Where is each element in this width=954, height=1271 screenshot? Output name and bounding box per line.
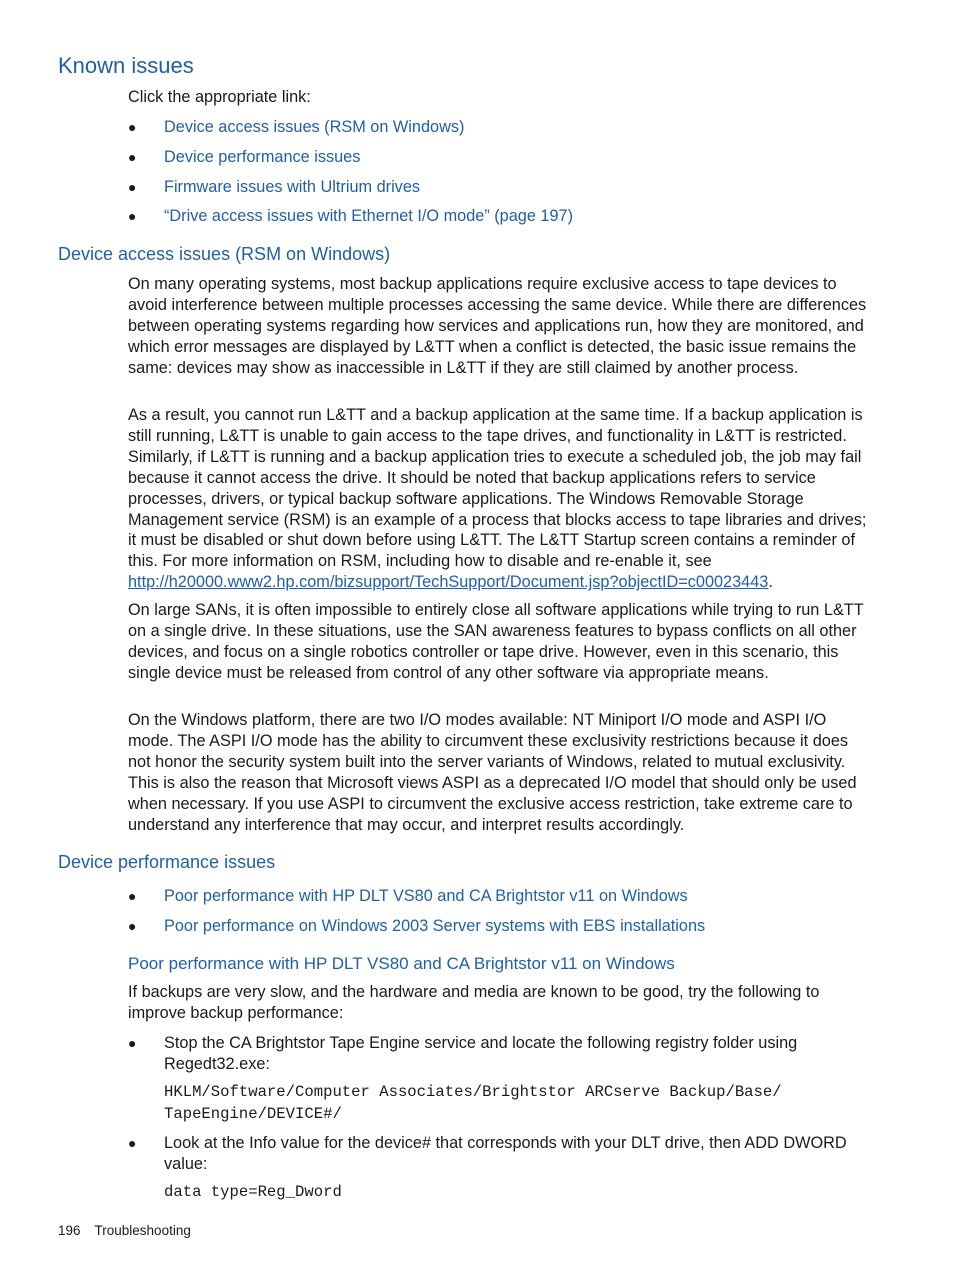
step-text: Look at the Info value for the device# that corresponds with your DLT drive, then ADD DWORD value: [164,1134,847,1173]
registry-path-code: HKLM/Software/Computer Associates/Brightstor ARCserve Backup/Base/ TapeEngine/DEVICE#/ [164,1083,782,1123]
list-item [128,177,873,207]
list-item [128,886,873,916]
performance-link-list [128,886,873,946]
list-item [128,1133,873,1175]
section-heading-device-performance: Device performance issues [58,852,276,872]
bullet-icon: ● [128,119,137,135]
link-drive-access-ethernet[interactable]: “Drive access issues with Ethernet I/O mode” (page 197) [164,207,574,226]
top-link-list [128,117,873,236]
section-heading-device-access: Device access issues (RSM on Windows) [58,244,391,264]
link-poor-performance-windows-2003[interactable]: Poor performance on Windows 2003 Server systems with EBS installations [164,916,706,935]
access-paragraph-2-end: . [768,573,773,592]
page-title: Known issues [58,53,194,78]
list-item [128,916,873,946]
page-number: 196 [58,1223,81,1238]
list-item [128,1033,873,1075]
step-list-1 [128,1033,873,1075]
link-firmware-issues[interactable]: Firmware issues with Ultrium drives [164,177,421,196]
bullet-icon: ● [128,1135,137,1151]
link-poor-performance-dlt-vs80[interactable]: Poor performance with HP DLT VS80 and CA Brightstor v11 on Windows [164,887,688,905]
access-paragraph-1: On many operating systems, most backup applications require exclusive access to tape devices to avoid interference between multiple processes accessing the same device. While there are differences between operating systems regarding how services and applications run, how they are monitored, and which error messages are displayed by L&TT when a conflict is detected, the basic issue remains the same: devices may show as inaccessible in L&TT if they are still claimed by another process. [128,275,867,377]
list-item [128,206,873,236]
bullet-icon: ● [128,917,137,934]
step-list-2 [128,1133,873,1175]
list-item [128,117,873,147]
intro-text: Click the appropriate link: [128,88,311,106]
access-paragraph-2-text: As a result, you cannot run L&TT and a backup application at the same time. If a backup application is still running, L&TT is unable to gain access to the tape drives, and functionality in L&TT is restricted. Similarly, if L&TT is running and a backup application tries to execute a scheduled job, the job may fail because it cannot access the drive. It should be noted that backup applications refers to service processes, drivers, or typical backup software applications. The Windows Removable Storage Management service (RSM) is an example of a process that blocks access to tape libraries and drives; it must be disabled or shut down before using L&TT. The L&TT Startup screen contains a reminder of this. For more information on RSM, including how to disable and re-enable it, see [128,406,867,571]
bullet-icon: ● [128,178,137,195]
subsection-heading-dlt-vs80: Poor performance with HP DLT VS80 and CA Brightstor v11 on Windows [128,954,675,973]
step-text: Stop the CA Brightstor Tape Engine service and locate the following registry folder using Regedt32.exe: [164,1034,798,1073]
rsm-document-link[interactable]: http://h20000.www2.hp.com/bizsupport/TechSupport/Document.jsp?objectID=c00023443 [128,573,769,592]
access-paragraph-3: On large SANs, it is often impossible to entirely close all software applications while trying to run L&TT on a single drive. In these situations, use the SAN awareness features to bypass conflicts on all other devices, and focus on a single robotics controller or tape drive. However, even in this scenario, this single device must be released from control of any other software via appropriate means. [128,601,864,682]
bullet-icon: ● [128,888,137,904]
access-paragraph-2 [128,405,873,593]
dword-code: data type=Reg_Dword [164,1183,342,1201]
bullet-icon: ● [128,1035,137,1051]
access-paragraph-4: On the Windows platform, there are two I/O modes available: NT Miniport I/O mode and ASPI I/O mode. The ASPI I/O mode has the ability to circumvent these exclusivity restrictions because it does not honor the security system built into the server variants of Windows, related to mutual exclusivity. This is also the reason that Microsoft views ASPI as a deprecated I/O model that should only be used when necessary. If you use ASPI to circumvent the exclusive access restriction, take extreme care to understand any interference that may occur, and interpret results accordingly. [128,711,857,834]
footer-section: Troubleshooting [94,1223,191,1238]
performance-intro: If backups are very slow, and the hardware and media are known to be good, try the following to improve backup performance: [128,983,820,1022]
bullet-icon: ● [128,148,137,165]
bullet-icon: ● [128,208,137,225]
page-footer [58,1223,191,1238]
link-device-performance-issues[interactable]: Device performance issues [164,147,361,166]
link-device-access-issues[interactable]: Device access issues (RSM on Windows) [164,118,465,136]
list-item [128,147,873,177]
